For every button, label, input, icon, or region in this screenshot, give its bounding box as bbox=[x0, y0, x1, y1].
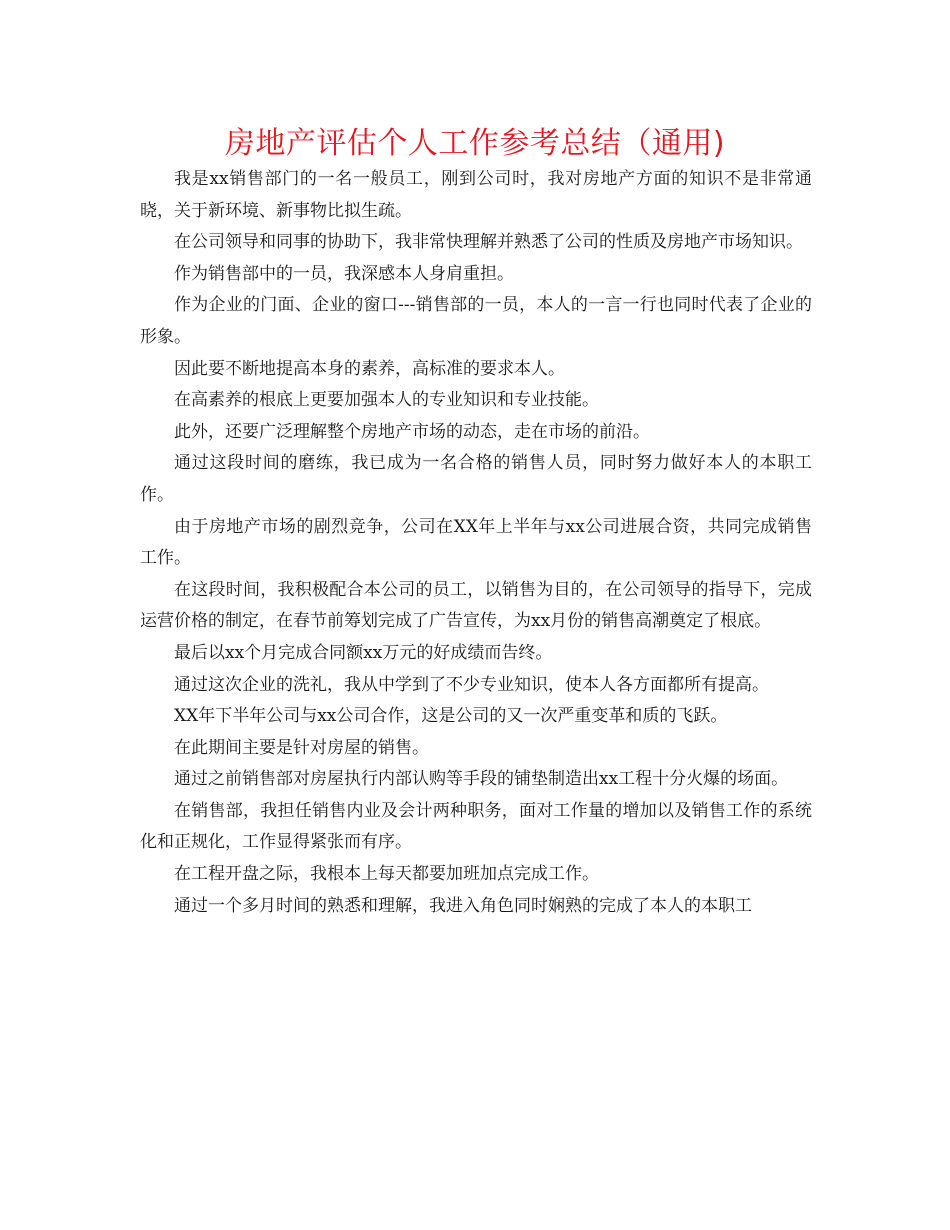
paragraph: 通过这次企业的洗礼，我从中学到了不少专业知识，使本人各方面都所有提高。 bbox=[174, 674, 769, 695]
paragraph: 作为企业的门面、企业的窗口---销售部的一员，本人的一言一行也同时代表了企业的形象。 bbox=[140, 295, 812, 347]
paragraph: 我是xx销售部门的一名一般员工，刚到公司时，我对房地产方面的知识不是非常通晓，关于新环境、新事物比拟生疏。 bbox=[140, 169, 812, 221]
paragraph: 在高素养的根底上更要加强本人的专业知识和专业技能。 bbox=[174, 390, 599, 411]
paragraph: XX年下半年公司与xx公司合作，这是公司的又一次严重变革和质的飞跃。 bbox=[174, 706, 728, 727]
paragraph: 因此要不断地提高本身的素养，高标准的要求本人。 bbox=[174, 358, 565, 379]
paragraph: 通过这段时间的磨练，我已成为一名合格的销售人员，同时努力做好本人的本职工作。 bbox=[140, 453, 812, 505]
paragraph: 在工程开盘之际，我根本上每天都要加班加点完成工作。 bbox=[174, 864, 599, 885]
paragraph: 最后以xx个月完成合同额xx万元的好成绩而告终。 bbox=[174, 642, 553, 663]
document-body bbox=[140, 164, 812, 922]
paragraph: 在公司领导和同事的协助下，我非常快理解并熟悉了公司的性质及房地产市场知识。 bbox=[174, 232, 803, 253]
paragraph: 在此期间主要是针对房屋的销售。 bbox=[174, 737, 429, 758]
paragraph: 在这段时间，我积极配合本公司的员工，以销售为目的，在公司领导的指导下，完成运营价格的制定，在春节前筹划完成了广告宣传，为xx月份的销售高潮奠定了根底。 bbox=[140, 579, 812, 632]
paragraph: 通过一个多月时间的熟悉和理解，我进入角色同时娴熟的完成了本人的本职工 bbox=[174, 895, 752, 916]
paragraph: 作为销售部中的一员，我深感本人身肩重担。 bbox=[174, 263, 514, 284]
paragraph: 通过之前销售部对房屋执行内部认购等手段的铺垫制造出xx工程十分火爆的场面。 bbox=[174, 769, 789, 790]
paragraph: 此外，还要广泛理解整个房地产市场的动态，走在市场的前沿。 bbox=[174, 421, 650, 442]
paragraph: 在销售部，我担任销售内业及会计两种职务，面对工作量的增加以及销售工作的系统化和正规化，工作显得紧张而有序。 bbox=[140, 800, 812, 853]
document-title: 房地产评估个人工作参考总结（通用) bbox=[224, 126, 726, 161]
paragraph: 由于房地产市场的剧烈竞争，公司在XX年上半年与xx公司进展合资，共同完成销售工作。 bbox=[140, 516, 812, 569]
